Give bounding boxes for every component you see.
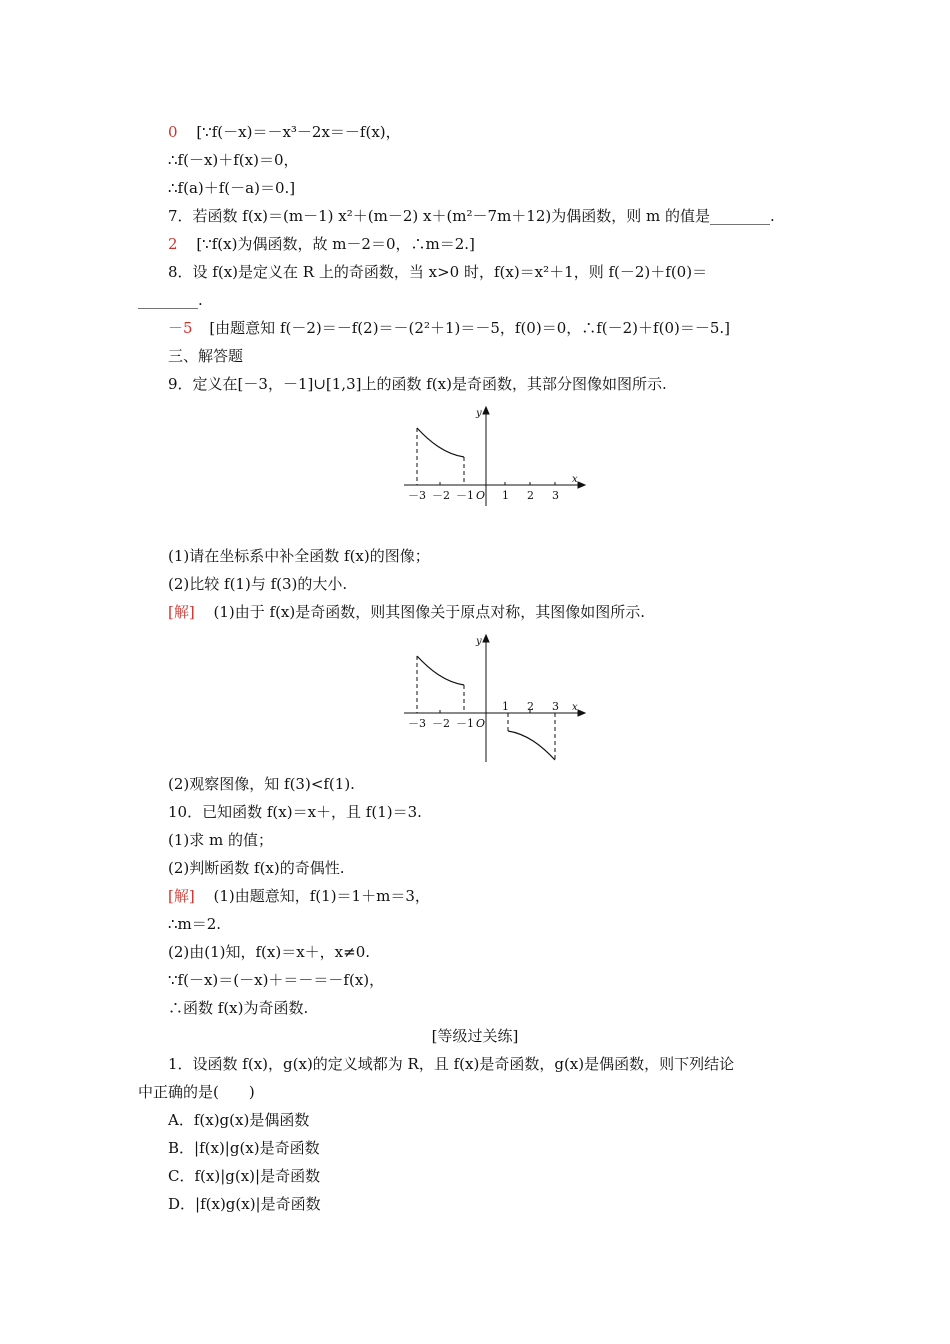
option-b: B．|f(x)|g(x)是奇函数 bbox=[168, 1139, 320, 1157]
tick-label: 1 bbox=[502, 489, 509, 502]
text-line: ∵f(－x)＝(－x)＋＝－＝－f(x)， bbox=[168, 971, 385, 989]
question-8: 8．设 f(x)是定义在 R 上的奇函数，当 x>0 时，f(x)＝x²＋1，则 f(－2)＋f(0)＝ bbox=[168, 263, 708, 281]
origin-label: O bbox=[476, 489, 486, 502]
tick-label: －2 bbox=[432, 489, 450, 502]
tick-label: 2 bbox=[527, 700, 534, 713]
section-heading: 三、解答题 bbox=[168, 347, 244, 365]
tick-label: －3 bbox=[408, 717, 426, 730]
tick-label: －3 bbox=[408, 489, 426, 502]
function-curve-right bbox=[508, 731, 555, 760]
y-axis-arrow bbox=[483, 407, 489, 414]
question-1: 1．设函数 f(x)，g(x)的定义域都为 R，且 f(x)是奇函数，g(x)是偶函数，则下列结论 bbox=[168, 1055, 735, 1073]
question-9-part-2: (2)比较 f(1)与 f(3)的大小. bbox=[168, 575, 348, 593]
solution-tag: [解] bbox=[168, 887, 195, 905]
question-10: 10．已知函数 f(x)＝x＋，且 f(1)＝3. bbox=[168, 803, 422, 821]
function-curve-left bbox=[417, 656, 464, 685]
solution-text: (1)由于 f(x)是奇函数，则其图像关于原点对称，其图像如图所示. bbox=[213, 603, 646, 621]
answer-line-6 bbox=[168, 122, 401, 142]
answer-value: －5 bbox=[168, 319, 193, 337]
option-c: C．f(x)|g(x)|是奇函数 bbox=[168, 1167, 321, 1185]
text-line: ∴函数 f(x)为奇函数. bbox=[168, 999, 309, 1017]
answer-value: 0 bbox=[168, 123, 178, 141]
text-line: ∴m＝2. bbox=[168, 915, 222, 933]
solution-9 bbox=[168, 602, 645, 622]
question-10-part-2: (2)判断函数 f(x)的奇偶性. bbox=[168, 859, 345, 877]
tick-label: －2 bbox=[432, 717, 450, 730]
tick-label: 1 bbox=[502, 700, 509, 713]
solution-tag: [解] bbox=[168, 603, 195, 621]
x-axis-arrow bbox=[578, 482, 585, 488]
answer-explanation: [∵f(x)为偶函数，故 m－2＝0，∴m＝2.] bbox=[196, 235, 475, 253]
question-9-part-1: (1)请在坐标系中补全函数 f(x)的图像； bbox=[168, 547, 430, 565]
x-axis-arrow bbox=[578, 710, 585, 716]
tick-label: －1 bbox=[456, 489, 474, 502]
question-7: 7．若函数 f(x)＝(m－1) x²＋(m－2) x＋(m²－7m＋12)为偶函数，则 m 的值是________. bbox=[168, 207, 775, 225]
answer-line-7 bbox=[168, 234, 475, 254]
question-1-cont: 中正确的是( ) bbox=[138, 1083, 255, 1101]
answer-value: 2 bbox=[168, 235, 178, 253]
x-axis-label: x bbox=[572, 702, 578, 713]
x-axis-label: x bbox=[572, 474, 578, 485]
solution-text: (1)由题意知，f(1)＝1＋m＝3， bbox=[213, 887, 430, 905]
graph-figure-1 bbox=[400, 402, 590, 510]
tick-label: 2 bbox=[527, 489, 534, 502]
option-a: A．f(x)g(x)是偶函数 bbox=[168, 1111, 310, 1129]
answer-line-8 bbox=[168, 318, 730, 338]
function-curve-left bbox=[417, 428, 464, 457]
question-9: 9．定义在[－3，－1]∪[1,3]上的函数 f(x)是奇函数，其部分图像如图所示. bbox=[168, 375, 667, 393]
section-heading-level-practice: [等级过关练] bbox=[431, 1027, 519, 1045]
graph-figure-2 bbox=[400, 630, 590, 766]
solution-10 bbox=[168, 886, 430, 906]
tick-label: －1 bbox=[456, 717, 474, 730]
text-line: ∴f(－x)＋f(x)＝0， bbox=[168, 151, 299, 169]
origin-label: O bbox=[476, 717, 486, 730]
text-line: (2)由(1)知，f(x)＝x＋，x≠0. bbox=[168, 943, 371, 961]
tick-label: 3 bbox=[552, 700, 559, 713]
tick-label: 3 bbox=[552, 489, 559, 502]
question-8-blank: ________. bbox=[138, 291, 203, 309]
y-axis-arrow bbox=[483, 635, 489, 642]
option-d: D．|f(x)g(x)|是奇函数 bbox=[168, 1195, 321, 1213]
question-10-part-1: (1)求 m 的值； bbox=[168, 831, 274, 849]
answer-explanation: [由题意知 f(－2)＝－f(2)＝－(2²＋1)＝－5，f(0)＝0，∴f(－2)＋f(0)＝－5.] bbox=[209, 319, 731, 337]
answer-explanation: [∵f(－x)＝－x³－2x＝－f(x)， bbox=[196, 123, 401, 141]
y-axis-label: y bbox=[476, 636, 482, 647]
y-axis-label: y bbox=[476, 408, 482, 419]
text-line: ∴f(a)＋f(－a)＝0.] bbox=[168, 179, 296, 197]
solution-9-part-2: (2)观察图像，知 f(3)<f(1). bbox=[168, 775, 355, 793]
